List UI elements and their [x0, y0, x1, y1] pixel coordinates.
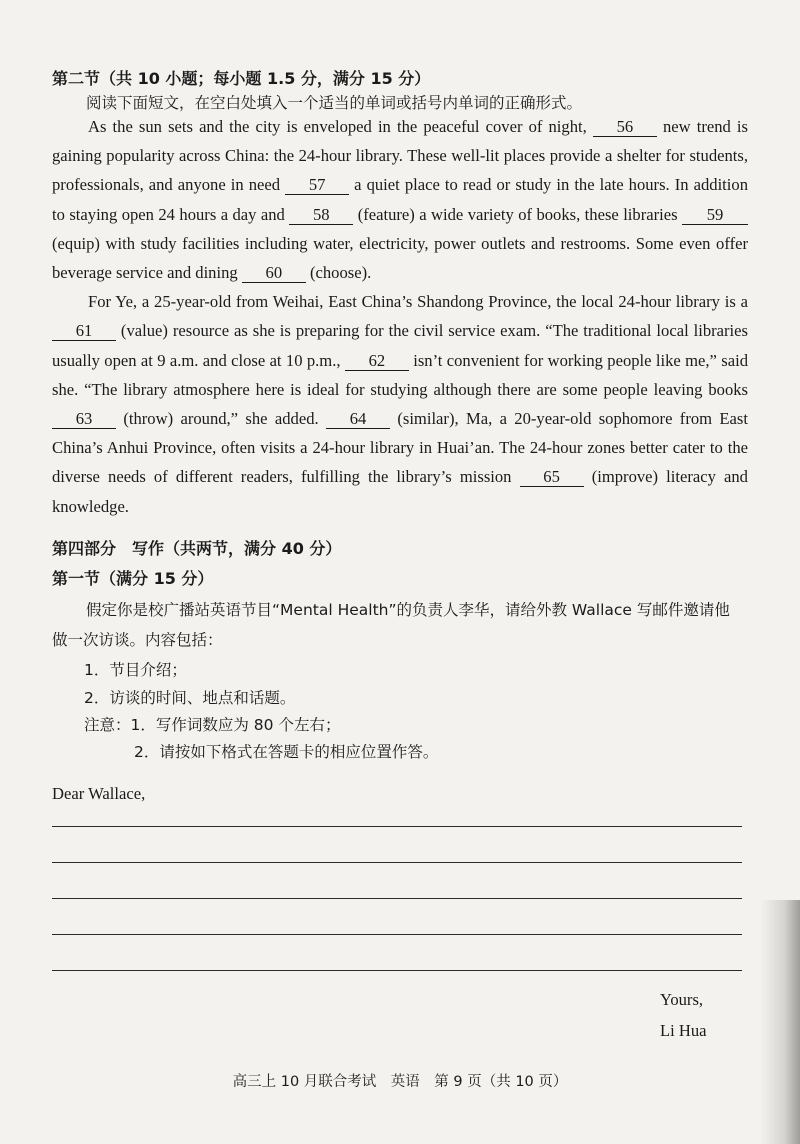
page-footer: 高三上 10 月联合考试 英语 第 9 页（共 10 页）	[232, 1074, 568, 1090]
blank-60[interactable]: 60	[242, 264, 306, 283]
section2-heading: 第二节（共 10 小题；每小题 1.5 分，满分 15 分）	[52, 69, 431, 88]
part4-section1-heading: 第一节（满分 15 分）	[52, 569, 214, 588]
part4-heading: 第四部分 写作（共两节，满分 40 分）	[52, 539, 342, 558]
blank-56[interactable]: 56	[593, 118, 657, 137]
blank-61[interactable]: 61	[52, 322, 116, 341]
blank-59[interactable]: 59	[682, 206, 748, 225]
letter-signature: Li Hua	[660, 1021, 707, 1040]
writing-line[interactable]	[52, 862, 742, 863]
letter-greeting: Dear Wallace,	[52, 784, 146, 803]
letter-closing: Yours,	[660, 990, 704, 1009]
note-line-2: 2．请按如下格式在答题卡的相应位置作答。	[134, 743, 439, 761]
passage-paragraph-1: As the sun sets and the city is enveloped in the peaceful cover of night, 56 new trend is gaining popularity across China: the 24-hour library. These well-lit places provide a shelter for students, professionals, and anyone in need 57 a quiet place to read or study in the late hours. In addition to staying open 24 hours a day and 58 (feature) a wide variety of books, these libraries 59 (equip) with study facilities including water, electricity, power outlets and restrooms. Some even offer beverage service and dining 60 (choose).	[52, 117, 749, 283]
passage-paragraph-2: For Ye, a 25-year-old from Weihai, East China’s Shandong Province, the local 24-hour library is a 61 (value) resource as she is preparing for the civil service exam. “The traditional local libraries usually open at 9 a.m. and close at 10 p.m., 62 isn’t convenient for working people like me,” said she. “The library atmosphere here is ideal for studying although there are some people leaving books 63 (throw) around,” she added. 64 (similar), Ma, a 20-year-old sophomore from East China’s Anhui Province, often visits a 24-hour library in Huai’an. The 24-hour zones better cater to the diverse needs of different readers, fulfilling the library’s mission 65 (improve) literacy and knowledge.	[52, 292, 748, 516]
passage	[52, 112, 748, 521]
scan-shadow	[760, 900, 800, 1144]
blank-64[interactable]: 64	[326, 410, 390, 429]
blank-65[interactable]: 65	[520, 468, 584, 487]
section2-instruction: 阅读下面短文，在空白处填入一个适当的单词或括号内单词的正确形式。	[86, 94, 583, 112]
writing-line[interactable]	[52, 934, 742, 935]
writing-line[interactable]	[52, 898, 742, 899]
task-line-2: 做一次访谈。内容包括：	[52, 631, 223, 649]
writing-line[interactable]	[52, 826, 742, 827]
blank-62[interactable]: 62	[345, 352, 409, 371]
task-line-1: 假定你是校广播站英语节目“Mental Health”的负责人李华，请给外教 Wallace 写邮件邀请他	[86, 601, 730, 619]
task-item-1: 1．节目介绍；	[84, 661, 187, 679]
blank-63[interactable]: 63	[52, 410, 116, 429]
writing-line[interactable]	[52, 970, 742, 971]
blank-57[interactable]: 57	[285, 176, 349, 195]
task-item-2: 2．访谈的时间、地点和话题。	[84, 689, 296, 707]
blank-58[interactable]: 58	[289, 206, 353, 225]
note-line-1: 注意：1．写作词数应为 80 个左右；	[84, 716, 341, 734]
